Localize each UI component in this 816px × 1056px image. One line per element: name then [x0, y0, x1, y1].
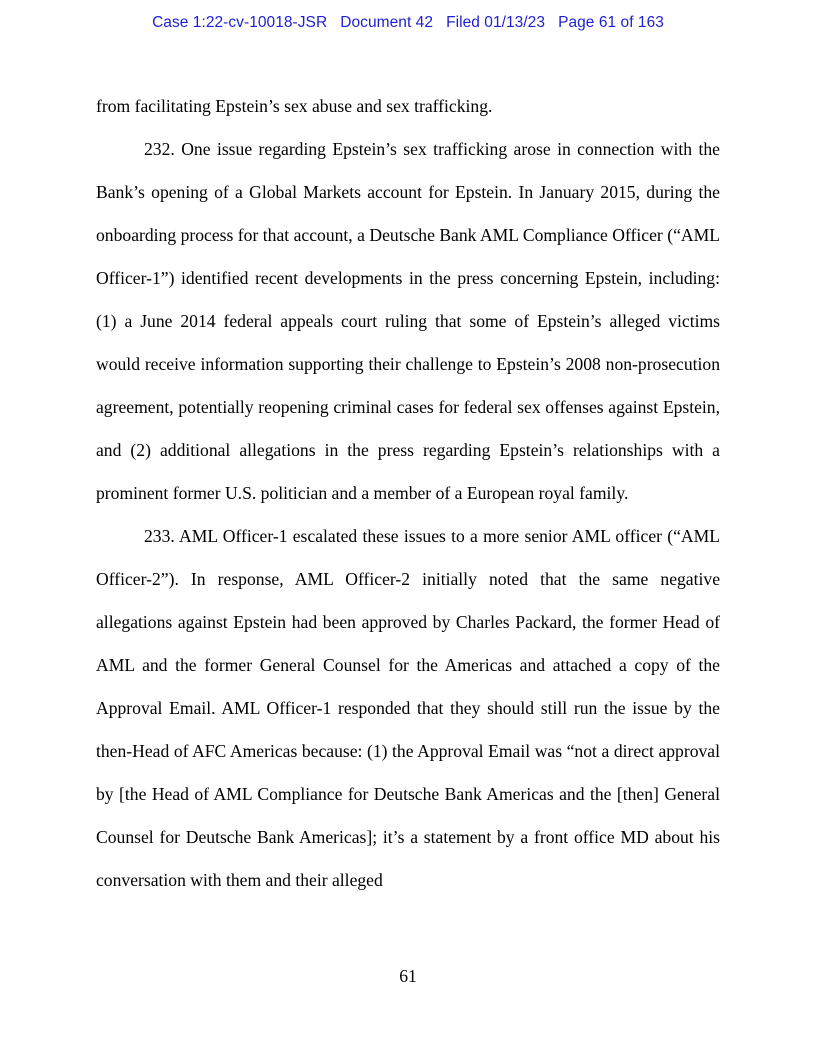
- paragraph-233: 233. AML Officer-1 escalated these issues to a more senior AML officer (“AML Officer-2”). In response, AML Officer-2 initially noted that the same negative allegations against Epstein had been approved by Charles Packard, the former Head of AML and the former General Counsel for the Americas and attached a copy of the Approval Email. AML Officer-1 responded that they should still run the issue by the then-Head of AFC Americas because: (1) the Approval Email was “not a direct approval by [the Head of AML Compliance for Deutsche Bank Americas and the [then] General Counsel for Deutsche Bank Americas]; it’s a statement by a front office MD about his conversation with them and their alleged: [96, 526, 720, 890]
- document-body: [96, 85, 720, 902]
- case-header: Case 1:22-cv-10018-JSR Document 42 Filed 01/13/23 Page 61 of 163: [152, 14, 664, 31]
- page-number: 61: [399, 966, 417, 986]
- paragraph-232: 232. One issue regarding Epstein’s sex trafficking arose in connection with the Bank’s opening of a Global Markets account for Epstein. In January 2015, during the onboarding process for that account, a Deutsche Bank AML Compliance Officer (“AML Officer-1”) identified recent developments in the press concerning Epstein, including: (1) a June 2014 federal appeals court ruling that some of Epstein’s alleged victims would receive information supporting their challenge to Epstein’s 2008 non-prosecution agreement, potentially reopening criminal cases for federal sex offenses against Epstein, and (2) additional allegations in the press regarding Epstein’s relationships with a prominent former U.S. politician and a member of a European royal family.: [96, 139, 720, 503]
- paragraph-continuation: from facilitating Epstein’s sex abuse and sex trafficking.: [96, 96, 493, 116]
